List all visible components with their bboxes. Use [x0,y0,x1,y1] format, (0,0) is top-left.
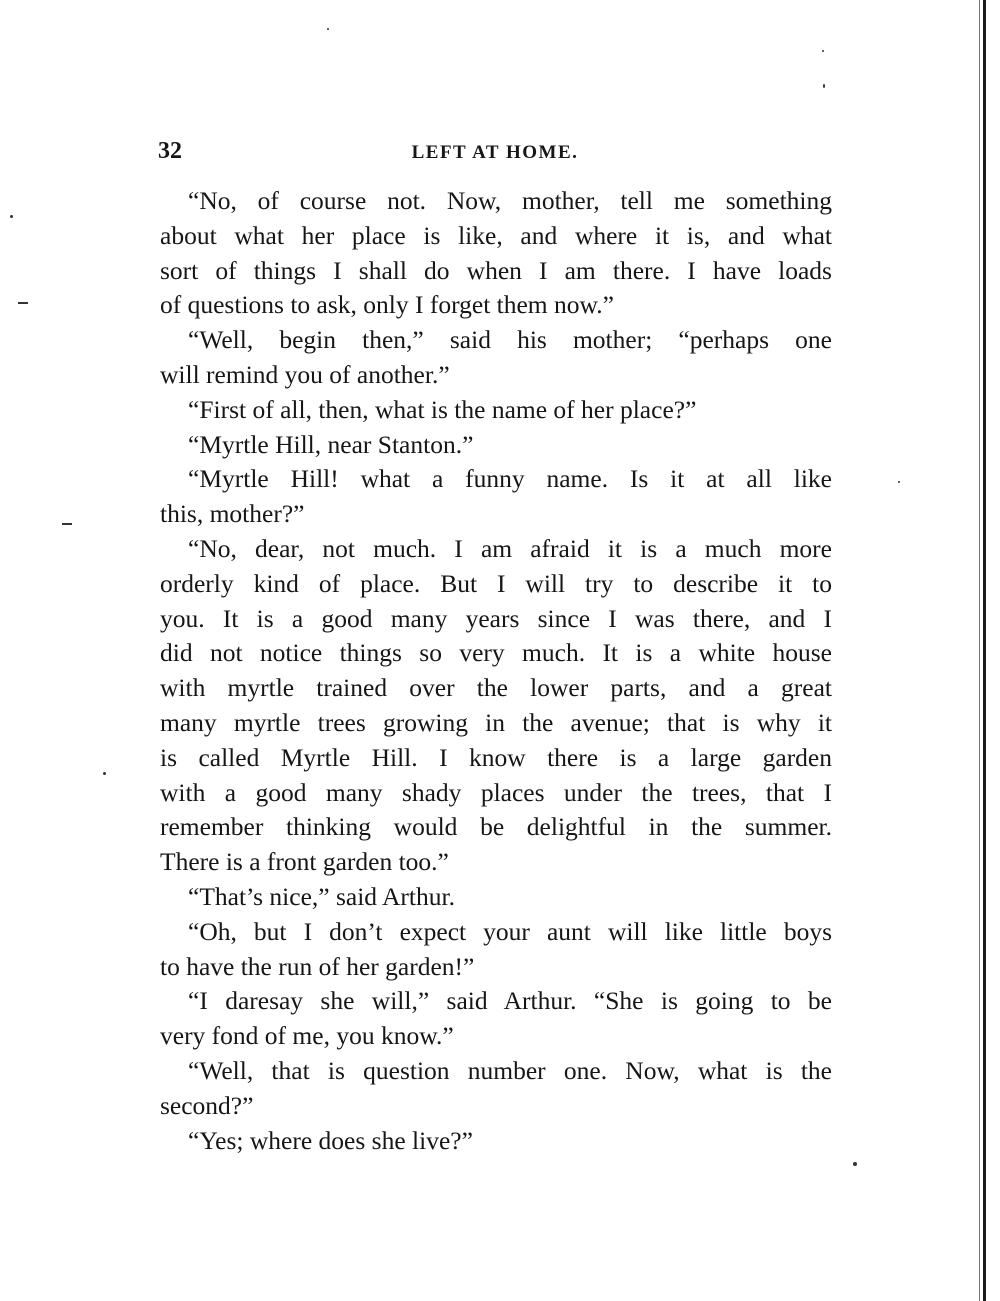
binding-edge [983,0,986,1301]
text-line: “Oh, but I don’t expect your aunt will like little boys [188,916,832,946]
text-line: orderly kind of place. But I will try to describe it to [160,568,832,598]
text-line: to have the run of her garden!” [160,951,475,981]
scan-speck [823,84,825,88]
text-line: this, mother?” [160,499,305,529]
text-line: “First of all, then, what is the name of her place?” [188,394,697,424]
text-line: “No, dear, not much. I am afraid it is a much more [188,533,832,563]
text-line: about what her place is like, and where it is, and what [160,220,832,250]
scan-speck [18,302,28,304]
text-line: did not notice things so very much. It is a white house [160,638,832,668]
running-title: LEFT AT HOME. [411,142,579,163]
text-line: is called Myrtle Hill. I know there is a large garden [160,742,832,772]
scan-speck [103,772,106,775]
text-line: very fond of me, you know.” [160,1021,454,1051]
text-line: many myrtle trees growing in the avenue; that is why it [160,707,832,737]
text-line: “Yes; where does she live?” [188,1125,473,1155]
scan-speck [62,523,72,525]
binding-edge-shadow [979,0,980,1301]
text-line: “I daresay she will,” said Arthur. “She is going to be [188,986,832,1016]
text-line: “Myrtle Hill, near Stanton.” [188,429,474,459]
text-line: sort of things I shall do when I am there. I have loads [160,255,832,285]
scan-speck [822,50,824,52]
text-line: with a good many shady places under the trees, that I [160,777,832,807]
text-line: There is a front garden too.” [160,847,449,877]
scan-speck [327,28,329,30]
text-line: you. It is a good many years since I was there, and I [160,603,832,633]
body-text [160,184,832,1158]
text-line: “No, of course not. Now, mother, tell me something [188,186,832,215]
scan-speck [10,215,13,218]
running-head [158,138,832,168]
text-line: of questions to ask, only I forget them now.” [160,290,614,320]
text-line: “That’s nice,” said Arthur. [188,881,455,911]
text-line: “Well, that is question number one. Now, what is the [188,1055,832,1085]
text-line: “Well, begin then,” said his mother; “perhaps one [188,325,832,355]
text-line: “Myrtle Hill! what a funny name. Is it at all like [188,464,832,494]
scan-speck [898,481,900,483]
scan-speck [853,1162,857,1166]
text-line: will remind you of another.” [160,359,450,389]
text-line: remember thinking would be delightful in the summer. [160,812,832,842]
text-line: second?” [160,1090,254,1120]
page-number: 32 [158,138,182,164]
text-line: with myrtle trained over the lower parts, and a great [160,673,832,703]
